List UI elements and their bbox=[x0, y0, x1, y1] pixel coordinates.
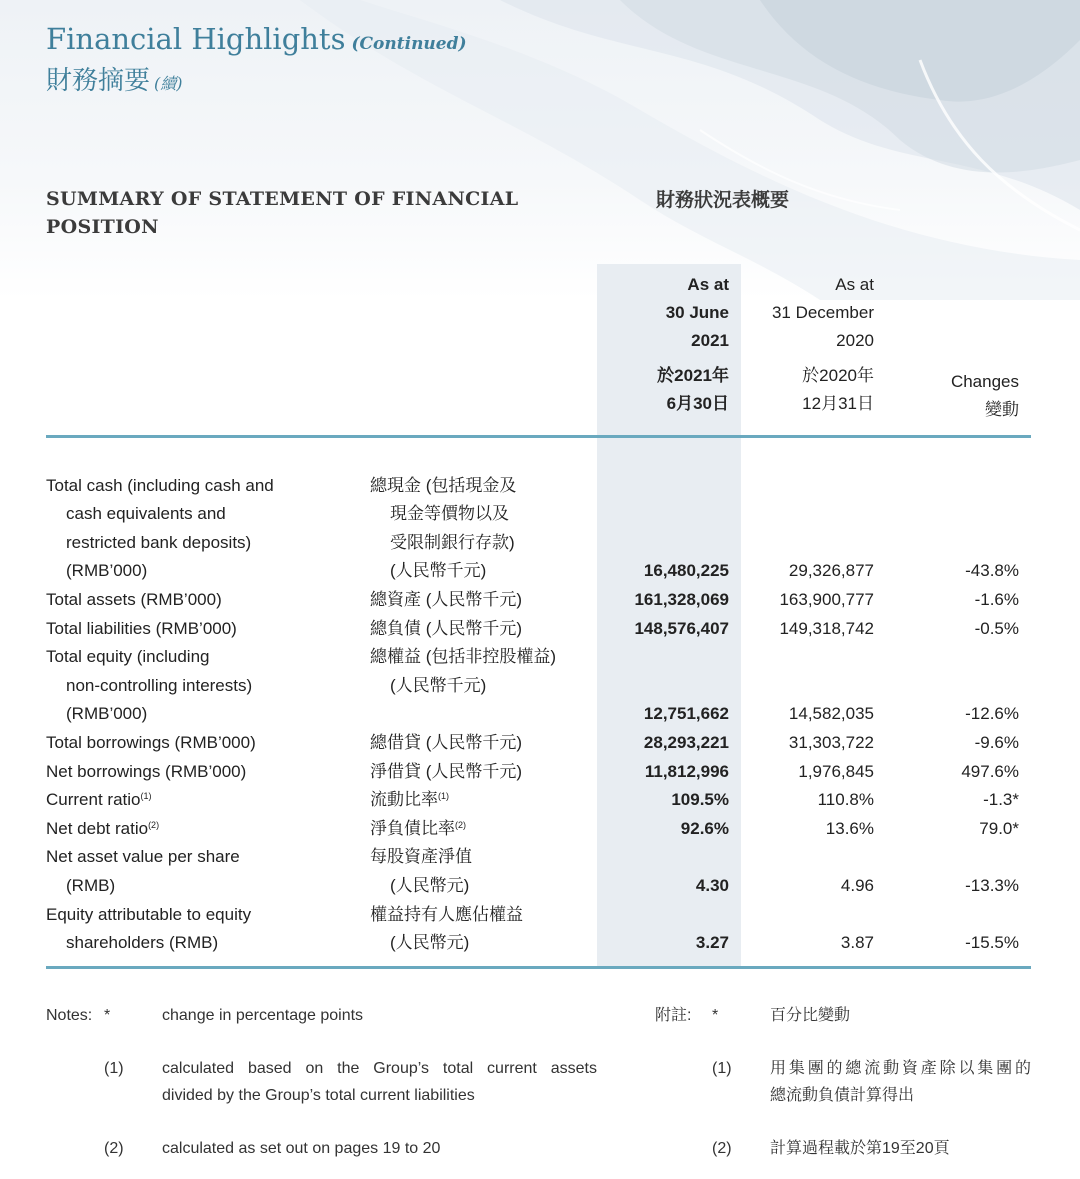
row-label-en: cash equivalents and bbox=[66, 504, 226, 524]
value-2021: 161,328,069 bbox=[634, 589, 729, 609]
row-label-en: Total assets (RMB’000) bbox=[46, 589, 222, 609]
col2-header-line: 2020 bbox=[836, 331, 874, 350]
value-2020: 29,326,877 bbox=[788, 561, 874, 581]
value-change: -1.3* bbox=[983, 790, 1019, 810]
row-label-en: non-controlling interests) bbox=[66, 675, 253, 695]
col1-header-zh-line: 6月30日 bbox=[666, 394, 729, 413]
value-2021: 28,293,221 bbox=[643, 732, 729, 752]
row-label-en: Total liabilities (RMB’000) bbox=[46, 618, 237, 638]
table-row bbox=[0, 729, 1080, 758]
row-label-en: (RMB) bbox=[66, 875, 116, 895]
col2-header-zh-line: 12月31日 bbox=[802, 394, 874, 413]
section-title: SUMMARY OF STATEMENT OF FINANCIAL POSITION bbox=[46, 188, 519, 238]
table-row bbox=[0, 872, 1080, 901]
note-line: divided by the Group’s total current liabilities bbox=[162, 1087, 475, 1104]
row-label-zh: 淨借貸 (人民幣千元) bbox=[370, 761, 523, 781]
row-label-en: shareholders (RMB) bbox=[66, 933, 219, 953]
footnote-ref: (1) bbox=[140, 791, 152, 802]
row-label-en-text: Net debt ratio bbox=[46, 818, 149, 838]
row-label-zh: (人民幣元) bbox=[390, 875, 470, 895]
col1-header-zh bbox=[657, 362, 729, 418]
note-line: 總流動負債計算得出 bbox=[770, 1087, 915, 1104]
page-title-zh-continued: (續) bbox=[154, 74, 183, 93]
row-label-zh: 受限制銀行存款) bbox=[390, 532, 515, 552]
table-row bbox=[0, 901, 1080, 930]
row-label-zh: 總權益 (包括非控股權益) bbox=[370, 647, 557, 667]
value-change: -12.6% bbox=[965, 704, 1019, 724]
note-mark-zh: (2) bbox=[712, 1140, 732, 1157]
footnote-ref: (1) bbox=[438, 791, 449, 802]
row-label-zh: 總借貸 (人民幣千元) bbox=[370, 732, 523, 752]
row-label-zh: 總資產 (人民幣千元) bbox=[370, 589, 523, 609]
table-row bbox=[0, 472, 1080, 501]
note-mark-zh: * bbox=[712, 1007, 719, 1024]
value-change: 79.0* bbox=[979, 818, 1019, 838]
section-title-zh: 財務狀況表概要 bbox=[656, 189, 790, 211]
value-2020: 163,900,777 bbox=[779, 589, 874, 609]
col1-header-line: 2021 bbox=[691, 331, 729, 350]
col3-header bbox=[951, 368, 1019, 424]
value-change: -0.5% bbox=[974, 618, 1019, 638]
table-row bbox=[0, 929, 1080, 958]
row-label-zh: 總現金 (包括現金及 bbox=[370, 475, 517, 495]
col3-header-en: Changes bbox=[950, 372, 1019, 391]
table-row bbox=[0, 700, 1080, 729]
value-2020: 4.96 bbox=[840, 875, 874, 895]
table-row bbox=[0, 557, 1080, 586]
row-label-zh bbox=[370, 815, 466, 844]
note-text-en: change in percentage points bbox=[162, 1007, 364, 1024]
row-label-zh: 現金等價物以及 bbox=[390, 504, 509, 524]
page-title-zh-text: 財務摘要 bbox=[46, 66, 151, 96]
table-row bbox=[0, 586, 1080, 615]
value-2021: 109.5% bbox=[671, 790, 729, 810]
value-change: -9.6% bbox=[974, 732, 1019, 752]
col2-header-zh bbox=[802, 362, 874, 418]
value-change: 497.6% bbox=[961, 761, 1019, 781]
col2-header-line: 31 December bbox=[771, 303, 874, 322]
row-label-zh: 權益持有人應佔權益 bbox=[370, 904, 523, 924]
footnote-ref: (2) bbox=[455, 819, 466, 830]
notes-label-en: Notes: bbox=[46, 1007, 93, 1024]
table-row bbox=[0, 815, 1080, 844]
row-label-en: Equity attributable to equity bbox=[46, 904, 252, 924]
value-2020: 110.8% bbox=[817, 790, 874, 810]
footnote-ref: (2) bbox=[148, 819, 160, 830]
row-label-en bbox=[46, 786, 151, 815]
col1-header-zh-line: 於2021年 bbox=[657, 366, 729, 385]
row-label-zh-text: 淨負債比率 bbox=[370, 818, 455, 838]
row-label-en: (RMB’000) bbox=[66, 704, 148, 724]
note-line: 用集團的總流動資產除以集團的 bbox=[770, 1060, 1031, 1077]
note-text-zh bbox=[770, 1055, 1031, 1109]
row-label-en: Net borrowings (RMB’000) bbox=[46, 761, 247, 781]
value-change: -43.8% bbox=[965, 561, 1019, 581]
value-2020: 13.6% bbox=[825, 818, 874, 838]
value-2021: 4.30 bbox=[695, 875, 729, 895]
row-label-en: restricted bank deposits) bbox=[66, 532, 252, 552]
row-label-en: Net asset value per share bbox=[46, 847, 240, 867]
notes-label-zh: 附註: bbox=[655, 1007, 692, 1024]
note-mark-zh: (1) bbox=[712, 1060, 732, 1077]
value-change: -15.5% bbox=[965, 933, 1019, 953]
col1-header-line: 30 June bbox=[665, 303, 729, 322]
page-title-zh bbox=[46, 60, 183, 97]
value-2021: 148,576,407 bbox=[634, 618, 729, 638]
value-2020: 31,303,722 bbox=[788, 732, 874, 752]
table-row bbox=[0, 786, 1080, 815]
value-2020: 3.87 bbox=[840, 933, 874, 953]
note-text-en: calculated as set out on pages 19 to 20 bbox=[162, 1140, 441, 1157]
value-2020: 14,582,035 bbox=[788, 704, 874, 724]
value-change: -13.3% bbox=[965, 875, 1019, 895]
row-label-zh-text: 流動比率 bbox=[370, 790, 438, 810]
row-label-en: Total borrowings (RMB’000) bbox=[46, 732, 256, 752]
value-2021: 3.27 bbox=[695, 933, 729, 953]
row-label-zh: (人民幣元) bbox=[390, 933, 470, 953]
note-text-zh: 百分比變動 bbox=[770, 1007, 851, 1024]
table-row bbox=[0, 643, 1080, 672]
note-text-en bbox=[162, 1055, 597, 1109]
col2-header-en bbox=[772, 271, 874, 355]
row-label-zh bbox=[370, 786, 449, 815]
row-label-en: Total cash (including cash and bbox=[46, 475, 274, 495]
table-bottom-divider bbox=[46, 966, 1031, 969]
note-mark: * bbox=[104, 1007, 111, 1024]
note-line: calculated based on the Group’s total current assets bbox=[162, 1060, 597, 1077]
table-row bbox=[0, 615, 1080, 644]
value-2021: 11,812,996 bbox=[644, 761, 729, 781]
row-label-zh: 每股資產淨值 bbox=[370, 847, 472, 867]
value-2021: 12,751,662 bbox=[643, 704, 729, 724]
col3-header-zh: 變動 bbox=[985, 400, 1019, 419]
note-mark: (2) bbox=[104, 1140, 124, 1157]
page-title-text: Financial Highlights bbox=[46, 22, 346, 56]
value-change: -1.6% bbox=[974, 589, 1019, 609]
col2-header-zh-line: 於2020年 bbox=[802, 366, 874, 385]
row-label-en bbox=[46, 815, 159, 844]
row-label-en: Total equity (including bbox=[46, 647, 210, 667]
row-label-zh: (人民幣千元) bbox=[390, 561, 487, 581]
table-row bbox=[0, 758, 1080, 787]
page-title-continued: (Continued) bbox=[351, 34, 467, 54]
row-label-zh: (人民幣千元) bbox=[390, 675, 487, 695]
col2-header-line: As at bbox=[835, 275, 874, 294]
col1-header-en bbox=[666, 271, 729, 355]
row-label-en: (RMB’000) bbox=[66, 561, 148, 581]
page-title bbox=[46, 22, 467, 56]
table-row bbox=[0, 500, 1080, 529]
row-label-zh: 總負債 (人民幣千元) bbox=[370, 618, 523, 638]
row-label-en-text: Current ratio bbox=[46, 790, 141, 810]
table-row bbox=[0, 529, 1080, 558]
table-row bbox=[0, 843, 1080, 872]
header-divider bbox=[46, 435, 1031, 438]
col1-header-line: As at bbox=[687, 275, 729, 294]
note-text-zh: 計算過程載於第19至20頁 bbox=[770, 1140, 950, 1157]
value-2021: 16,480,225 bbox=[643, 561, 729, 581]
value-2020: 149,318,742 bbox=[779, 618, 874, 638]
table-row bbox=[0, 672, 1080, 701]
value-2021: 92.6% bbox=[680, 818, 729, 838]
note-mark: (1) bbox=[104, 1060, 124, 1077]
value-2020: 1,976,845 bbox=[798, 761, 874, 781]
